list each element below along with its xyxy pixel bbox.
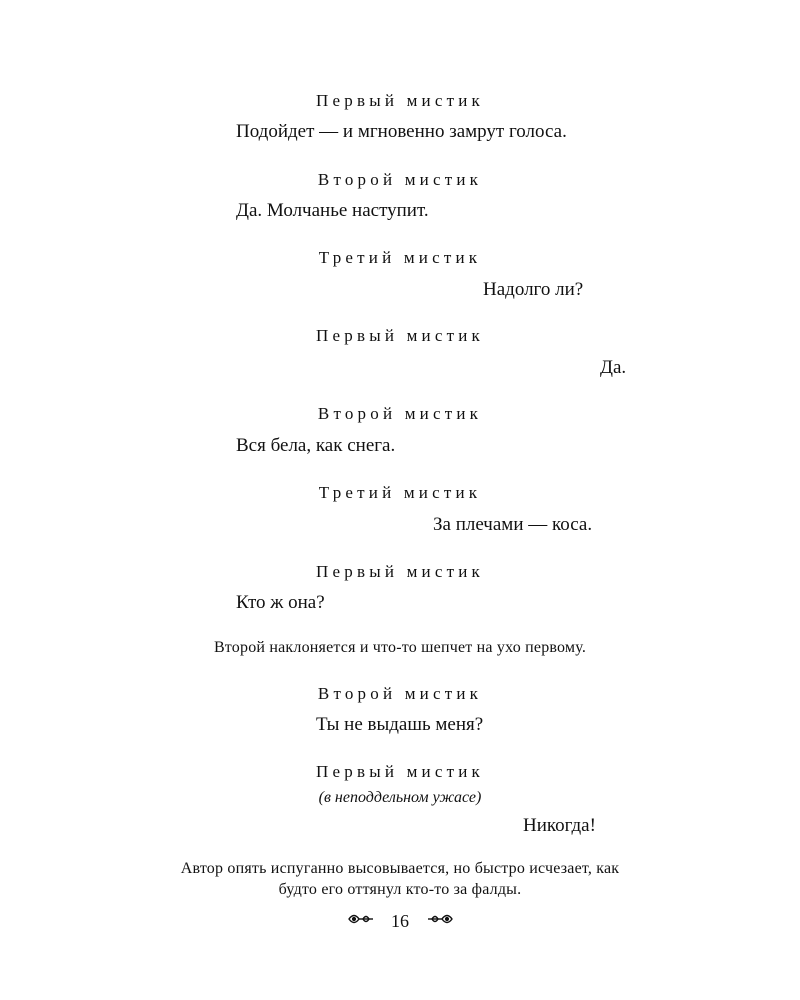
dialogue-line: Подойдет — и мгновенно замрут голоса. — [236, 121, 567, 142]
speaker-name: Второй мистик — [317, 404, 483, 423]
stage-direction: Второй наклоняется и что-то шепчет на ухо первому. — [213, 639, 587, 656]
dialogue-line: Да. Молчанье наступит. — [236, 200, 429, 221]
speaker-name: Третий мистик — [318, 248, 482, 267]
speaker-name: Второй мистик — [317, 684, 483, 703]
dialogue-line: Надолго ли? — [483, 279, 584, 300]
page-footer — [0, 910, 800, 932]
dialogue-line: Кто ж она? — [236, 592, 325, 613]
ornament-icon — [426, 911, 454, 932]
speaker-name: Третий мистик — [318, 483, 482, 502]
stage-remark: (в неподдельном ужасе) — [318, 789, 482, 806]
dialogue-line: Да. — [600, 357, 627, 378]
speaker-name: Первый мистик — [316, 326, 484, 345]
speaker-name: Первый мистик — [316, 91, 484, 110]
speaker-name: Первый мистик — [316, 762, 484, 781]
stage-direction: Автор опять испуганно высовывается, но быстро исчезает, как — [180, 860, 620, 877]
stage-direction: будто его оттянул кто-то за фалды. — [278, 881, 522, 898]
dialogue-line: За плечами — коса. — [433, 514, 593, 535]
dialogue-line: Никогда! — [523, 815, 596, 836]
ornament-icon — [347, 911, 375, 932]
dialogue-line: Вся бела, как снега. — [236, 435, 396, 456]
speaker-name: Первый мистик — [316, 562, 484, 581]
speaker-name: Второй мистик — [317, 170, 483, 189]
page-number: 16 — [391, 911, 409, 932]
dialogue-line: Ты не выдашь меня? — [316, 714, 484, 735]
